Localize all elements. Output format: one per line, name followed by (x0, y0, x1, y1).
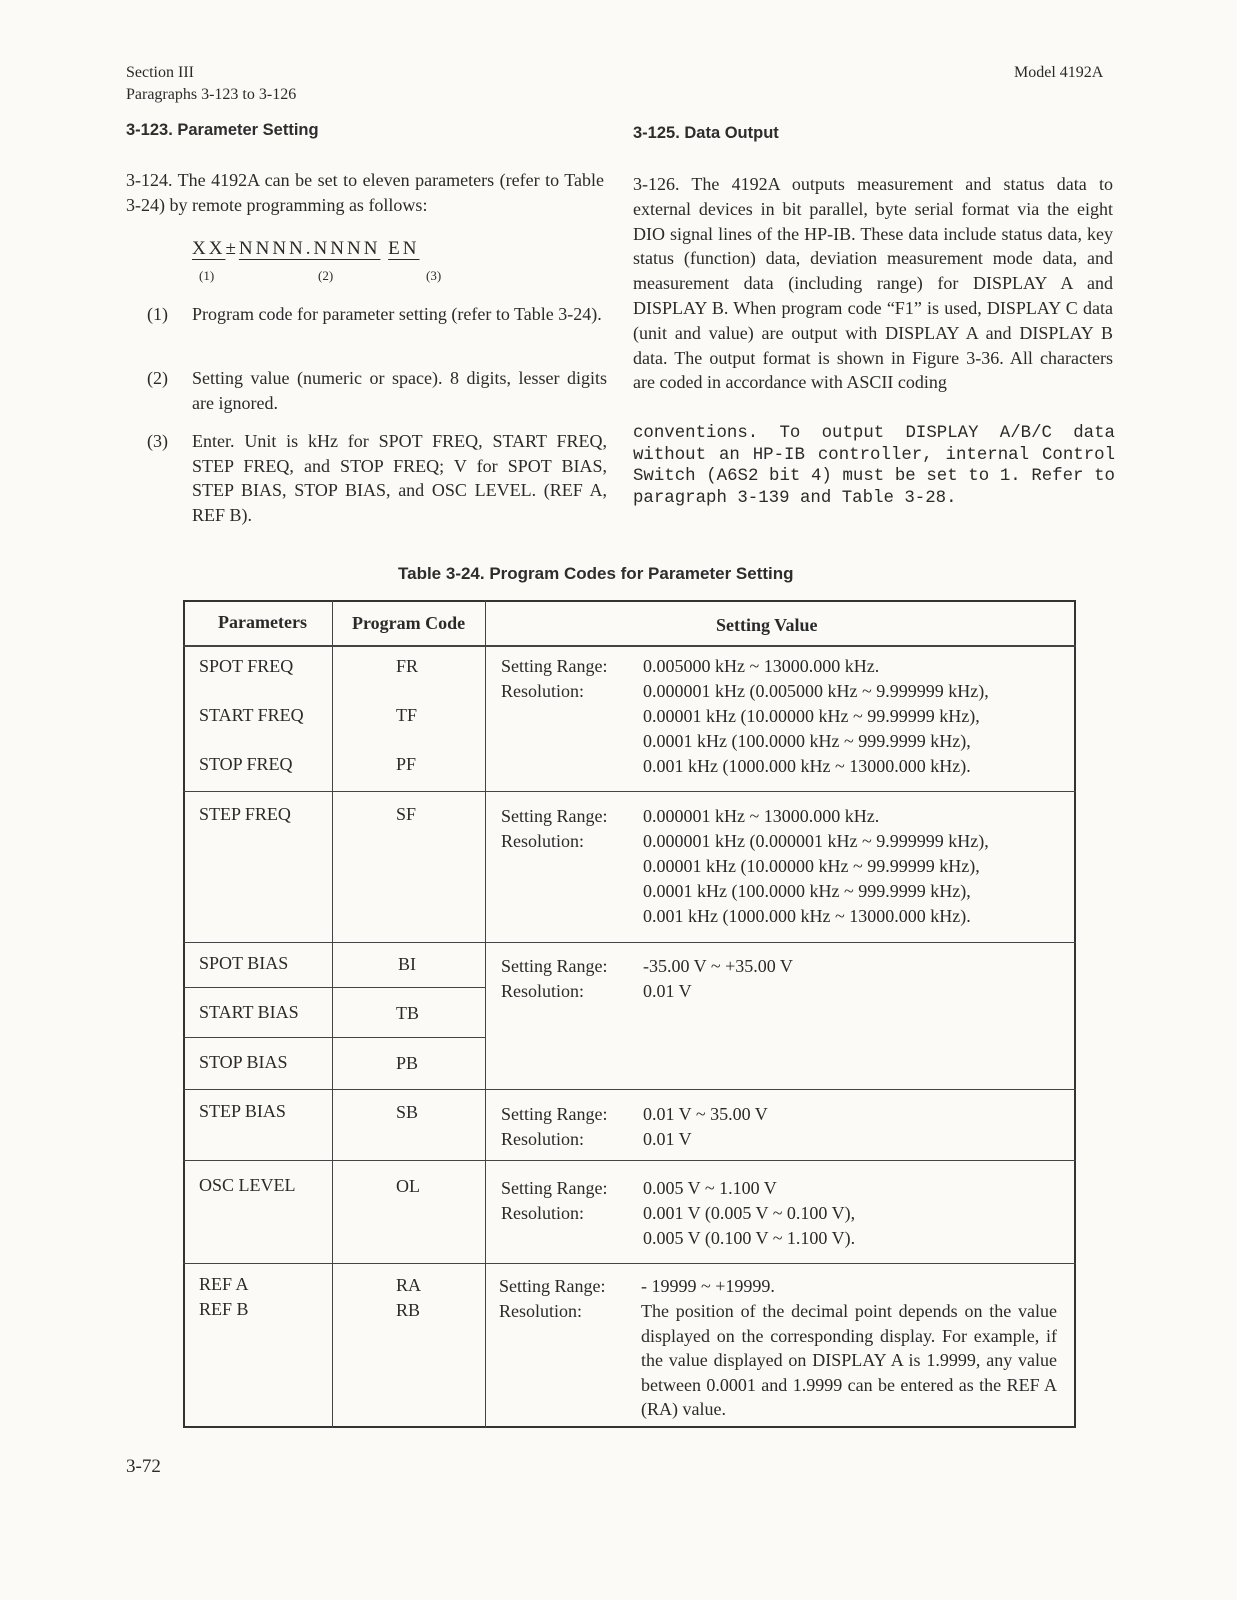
format-num-1: (1) (199, 268, 215, 283)
format-num-2: (2) (318, 268, 334, 283)
code-sb: SB (396, 1102, 419, 1122)
setting-range-label: Setting Range: (501, 806, 608, 826)
resolution-label: Resolution: (501, 1203, 585, 1223)
setting-range-label: Setting Range: (499, 1276, 606, 1296)
model-label: Model 4192A (1014, 64, 1104, 81)
row-divider (183, 1037, 485, 1038)
format-part-1: XX (192, 238, 226, 259)
param-spot-freq: SPOT FREQ (199, 656, 294, 676)
resolution-label: Resolution: (501, 981, 585, 1001)
row-divider (183, 1160, 1076, 1161)
row-divider (183, 791, 1076, 792)
heading-data-output: 3-125. Data Output (633, 124, 779, 142)
row-divider (183, 1089, 1076, 1090)
list-item (147, 429, 607, 529)
list-item-text: Enter. Unit is kHz for SPOT FREQ, START FREQ, STEP FREQ, and STOP FREQ; V for SPOT BIAS, STEP BIAS, STOP BIAS, and OSC LEVEL. (REF A, REF B). (192, 431, 607, 525)
code-tf: TF (396, 705, 418, 725)
section-label: Section III (126, 64, 194, 81)
column-divider (485, 600, 486, 1428)
page-number: 3-72 (126, 1456, 161, 1477)
resolution-label: Resolution: (501, 1129, 585, 1149)
paragraphs-label: Paragraphs 3-123 to 3-126 (126, 86, 297, 103)
param-step-freq: STEP FREQ (199, 804, 291, 824)
row-divider (183, 987, 485, 988)
format-part-3: EN (388, 238, 420, 259)
param-start-freq: START FREQ (199, 705, 304, 725)
code-pf: PF (396, 754, 417, 774)
code-tb: TB (396, 1003, 420, 1023)
range-value: - 19999 ~ +19999. (641, 1276, 775, 1296)
program-format (192, 238, 420, 260)
code-bi: BI (398, 954, 416, 974)
header-row-divider (183, 645, 1076, 647)
resolution-value: 0.001 kHz (1000.000 kHz ~ 13000.000 kHz). (643, 756, 971, 776)
setting-range-label: Setting Range: (501, 1104, 608, 1124)
param-stop-freq: STOP FREQ (199, 754, 293, 774)
resolution-value: 0.0001 kHz (100.0000 kHz ~ 999.9999 kHz), (643, 731, 971, 751)
format-plusminus: ± (225, 238, 239, 259)
setting-value-step-bias (501, 1102, 1073, 1154)
param-ref-a: REF A (199, 1274, 249, 1294)
column-divider (332, 600, 333, 1428)
resolution-value: 0.005 V (0.100 V ~ 1.100 V). (643, 1228, 856, 1248)
format-num-3: (3) (426, 268, 442, 283)
row-divider (183, 942, 1076, 943)
list-item (147, 302, 607, 352)
range-value: 0.000001 kHz ~ 13000.000 kHz. (643, 806, 880, 826)
code-pb: PB (396, 1053, 419, 1073)
range-value: 0.01 V ~ 35.00 V (643, 1104, 768, 1124)
param-osc-level: OSC LEVEL (199, 1175, 296, 1195)
code-sf: SF (396, 804, 417, 824)
code-fr: FR (396, 656, 419, 676)
setting-value-ref (499, 1274, 1073, 1424)
resolution-value: 0.0001 kHz (100.0000 kHz ~ 999.9999 kHz), (643, 881, 971, 901)
range-value: -35.00 V ~ +35.00 V (643, 956, 793, 976)
param-step-bias: STEP BIAS (199, 1101, 286, 1121)
resolution-value: 0.00001 kHz (10.00000 kHz ~ 99.99999 kHz), (643, 706, 980, 726)
list-item (147, 366, 607, 416)
row-divider (183, 1263, 1076, 1264)
format-part-2: NNNN.NNNN (238, 238, 381, 259)
list-item-text: Setting value (numeric or space). 8 digits, lesser digits are ignored. (192, 368, 607, 413)
resolution-value: 0.01 V (643, 981, 692, 1001)
para-3-126-typed: conventions. To output DISPLAY A/B/C data without an HP-IB controller, internal Control Switch (A6S2 bit 4) must be set to 1. Refer to paragraph 3-139 and Table 3-28. (633, 424, 1115, 508)
setting-range-label: Setting Range: (501, 956, 608, 976)
param-spot-bias: SPOT BIAS (199, 953, 289, 973)
resolution-label: Resolution: (499, 1301, 583, 1321)
col-header-setting-value: Setting Value (716, 615, 818, 635)
col-header-parameters: Parameters (218, 612, 307, 632)
resolution-value: 0.01 V (643, 1129, 692, 1149)
param-start-bias: START BIAS (199, 1002, 299, 1022)
resolution-label: Resolution: (501, 831, 585, 851)
para-3-126: 3-126. The 4192A outputs measurement and status data to external devices in bit parallel, byte serial format via the eight DIO signal lines of the HP-IB. These data include status data, key status (function) data, deviation measurement mode data, and measurement data (including range) for DISPLAY A and DISPLAY B. When program code “F1” is used, DISPLAY C data (unit and value) are output with DISPLAY A and DISPLAY B data. The output format is shown in Figure 3-36. All characters are coded in accordance with ASCII coding (633, 174, 1113, 393)
resolution-value: 0.001 V (0.005 V ~ 0.100 V), (643, 1203, 856, 1223)
setting-range-label: Setting Range: (501, 1178, 608, 1198)
list-item-number: (3) (147, 431, 168, 451)
list-item-number: (1) (147, 304, 168, 324)
resolution-value: 0.000001 kHz (0.005000 kHz ~ 9.999999 kHz), (643, 681, 989, 701)
param-stop-bias: STOP BIAS (199, 1052, 288, 1072)
setting-value-bias (501, 954, 1073, 1006)
para-3-124: 3-124. The 4192A can be set to eleven parameters (refer to Table 3-24) by remote programming as follows: (126, 170, 604, 215)
resolution-value: 0.00001 kHz (10.00000 kHz ~ 99.99999 kHz), (643, 856, 980, 876)
table-title: Table 3-24. Program Codes for Parameter Setting (398, 564, 794, 583)
resolution-value: The position of the decimal point depends on the value displayed on the corresponding display. For example, if the value displayed on DISPLAY A is 1.9999, any value between 0.0001 and 1.9999 can be entered as the REF A (RA) value. (641, 1301, 1057, 1420)
col-header-program-code: Program Code (352, 613, 466, 633)
range-value: 0.005 V ~ 1.100 V (643, 1178, 777, 1198)
setting-value-freq (501, 654, 1073, 784)
code-ra: RA (396, 1275, 422, 1295)
list-item-text: Program code for parameter setting (refer to Table 3-24). (192, 304, 602, 324)
setting-value-osc-level (501, 1176, 1073, 1254)
resolution-value: 0.000001 kHz (0.000001 kHz ~ 9.999999 kHz), (643, 831, 989, 851)
setting-range-label: Setting Range: (501, 656, 608, 676)
resolution-value: 0.001 kHz (1000.000 kHz ~ 13000.000 kHz). (643, 906, 971, 926)
resolution-label: Resolution: (501, 681, 585, 701)
range-value: 0.005000 kHz ~ 13000.000 kHz. (643, 656, 880, 676)
list-item-number: (2) (147, 368, 168, 388)
param-ref-b: REF B (199, 1299, 249, 1319)
setting-value-step-freq (501, 804, 1073, 934)
code-ol: OL (396, 1176, 420, 1196)
heading-parameter-setting: 3-123. Parameter Setting (126, 121, 319, 139)
code-rb: RB (396, 1300, 421, 1320)
